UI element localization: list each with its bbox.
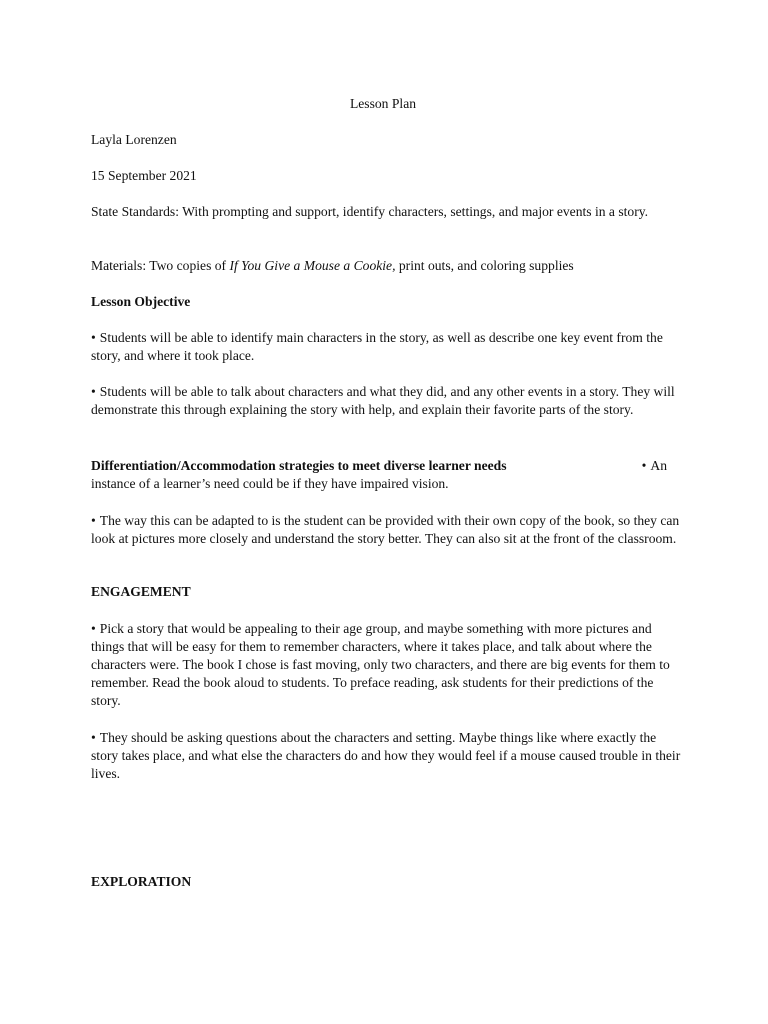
- materials-prefix: Materials: Two copies of: [91, 258, 230, 273]
- materials-suffix: print outs, and coloring supplies: [395, 258, 574, 273]
- document-title: Lesson Plan: [349, 96, 417, 111]
- objective-item-1: [91, 329, 683, 365]
- objective-heading: Lesson Objective: [91, 294, 191, 309]
- objective-item-2: [91, 383, 683, 419]
- book-title: If You Give a Mouse a Cookie,: [229, 258, 396, 273]
- materials-line: [91, 257, 683, 275]
- differentiation-heading: Differentiation/Accommodation strategies to meet diverse learner needs: [91, 458, 507, 473]
- bullet-icon: •: [641, 458, 647, 473]
- bullet-icon: •: [91, 384, 96, 399]
- differentiation-heading-row: [91, 457, 667, 475]
- engagement-text-2: They should be asking questions about the characters and setting. Maybe things like where exactly the story takes place, and what else the characters do and how they would feel if a mouse caused trouble in their lives.: [91, 730, 681, 781]
- bullet-icon: •: [91, 513, 96, 528]
- author-name: Layla Lorenzen: [91, 132, 177, 147]
- objective-text-2: Students will be able to talk about characters and what they did, and any other events in a story. They will demonstrate this through explaining the story with help, and explain their favorite parts of the story.: [91, 384, 675, 417]
- exploration-heading: EXPLORATION: [91, 874, 192, 889]
- differentiation-lead: An: [650, 458, 667, 473]
- differentiation-adaptation: [91, 512, 683, 548]
- adaptation-text: The way this can be adapted to is the student can be provided with their own copy of the book, so they can look at pictures more closely and understand the story better. They can also sit at the front of the classroom.: [91, 513, 680, 546]
- objective-text-1: Students will be able to identify main characters in the story, as well as describe one key event from the story, and where it took place.: [91, 330, 663, 363]
- differentiation-inline: [642, 457, 667, 475]
- document-date: 15 September 2021: [91, 168, 197, 183]
- bullet-icon: •: [91, 621, 96, 636]
- bullet-icon: •: [91, 330, 96, 345]
- engagement-item-1: [91, 620, 683, 710]
- differentiation-block: [91, 457, 683, 493]
- engagement-item-2: [91, 729, 683, 783]
- engagement-heading: ENGAGEMENT: [91, 584, 191, 599]
- engagement-text-1: Pick a story that would be appealing to their age group, and maybe something with more pictures and things that will be easy for them to remember characters, where it takes place, and talk about where the characters were. The book I chose is fast moving, only two characters, and there are big events for them to remember. Read the book aloud to students. To preface reading, ask students for their predictions of the story.: [91, 621, 670, 708]
- differentiation-rest: instance of a learner’s need could be if they have impaired vision.: [91, 476, 449, 491]
- bullet-icon: •: [91, 730, 96, 745]
- state-standards: State Standards: With prompting and support, identify characters, settings, and major events in a story.: [91, 204, 649, 219]
